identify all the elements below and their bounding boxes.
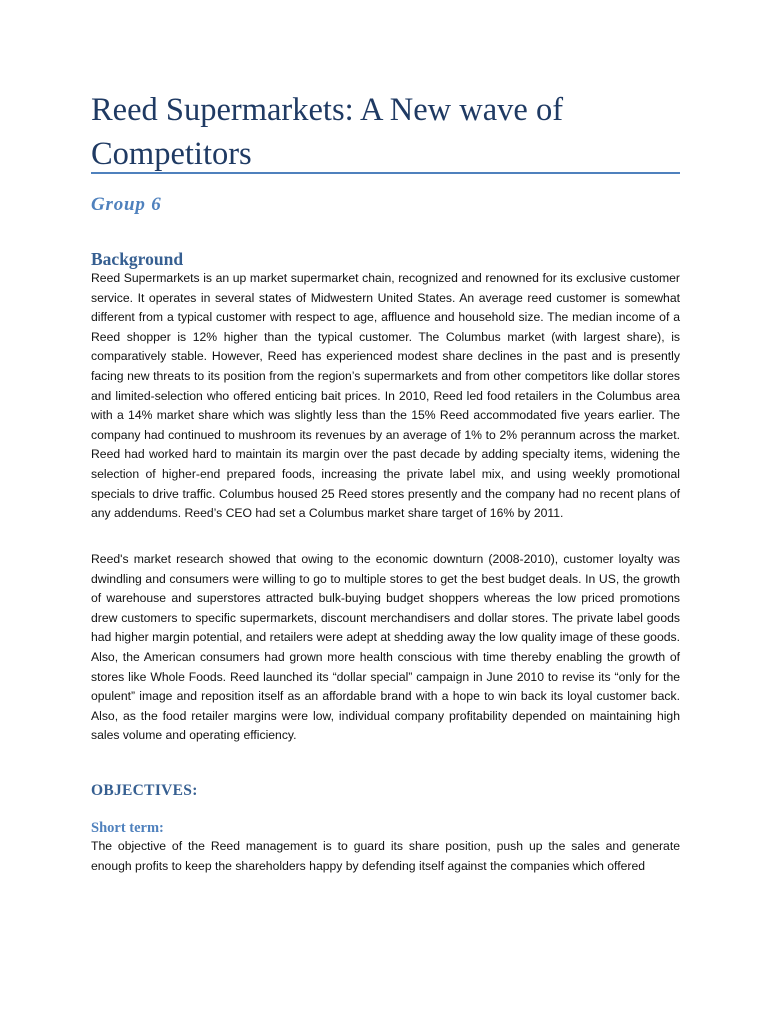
title-underline-rule <box>91 172 680 174</box>
document-title: Reed Supermarkets: A New wave of Competitors <box>91 92 564 172</box>
short-term-heading: Short term: <box>91 820 164 836</box>
objectives-heading: OBJECTIVES: <box>91 782 198 799</box>
short-term-paragraph: The objective of the Reed management is to guard its share position, push up the sales and generate enough profits to keep the shareholders happy by defending itself against the companies which offered <box>91 839 680 873</box>
background-heading: Background <box>91 249 184 269</box>
background-paragraph-2: Reed's market research showed that owing to the economic downturn (2008-2010), customer loyalty was dwindling and consumers were willing to go to multiple stores to get the best budget deals. In US, the growth of warehouse and superstores attracted bulk-buying budget shoppers whereas the low priced promotions drew customers to specific supermarkets, discount merchandisers and dollar stores. The private label goods had higher margin potential, and retailers were adept at shedding away the low quality image of these goods. Also, the American consumers had grown more health conscious with time thereby enabling the growth of stores like Whole Foods. Reed launched its “dollar special” campaign in June 2010 to revise its “only for the opulent” image and reposition itself as an affordable brand with a hope to win back its loyal customer back. Also, as the food retailer margins were low, individual company profitability depended on maintaining high sales volume and operating efficiency. <box>91 552 680 743</box>
document-subtitle: Group 6 <box>91 194 162 215</box>
background-paragraph-1: Reed Supermarkets is an up market supermarket chain, recognized and renowned for its exclusive customer service. It operates in several states of Midwestern United States. An average reed customer is somewhat different from a typical customer with respect to age, affluence and household size. The median income of a Reed shopper is 12% higher than the typical customer. The Columbus market (with largest share), is comparatively stable. However, Reed has experienced modest share declines in the past and is presently facing new threats to its position from the region’s supermarkets and from other competitors like dollar stores and limited-selection who offered enticing bait prices. In 2010, Reed led food retailers in the Columbus area with a 14% market share which was slightly less than the 15% Reed accommodated five years earlier. The company had continued to mushroom its revenues by an average of 1% to 2% perannum across the market. Reed had worked hard to maintain its margin over the past decade by adding specialty items, widening the selection of higher-end prepared foods, increasing the private label mix, and using weekly promotional specials to drive traffic. Columbus housed 25 Reed stores presently and the company had no recent plans of any addendums. Reed’s CEO had set a Columbus market share target of 16% by 2011. <box>91 271 680 521</box>
